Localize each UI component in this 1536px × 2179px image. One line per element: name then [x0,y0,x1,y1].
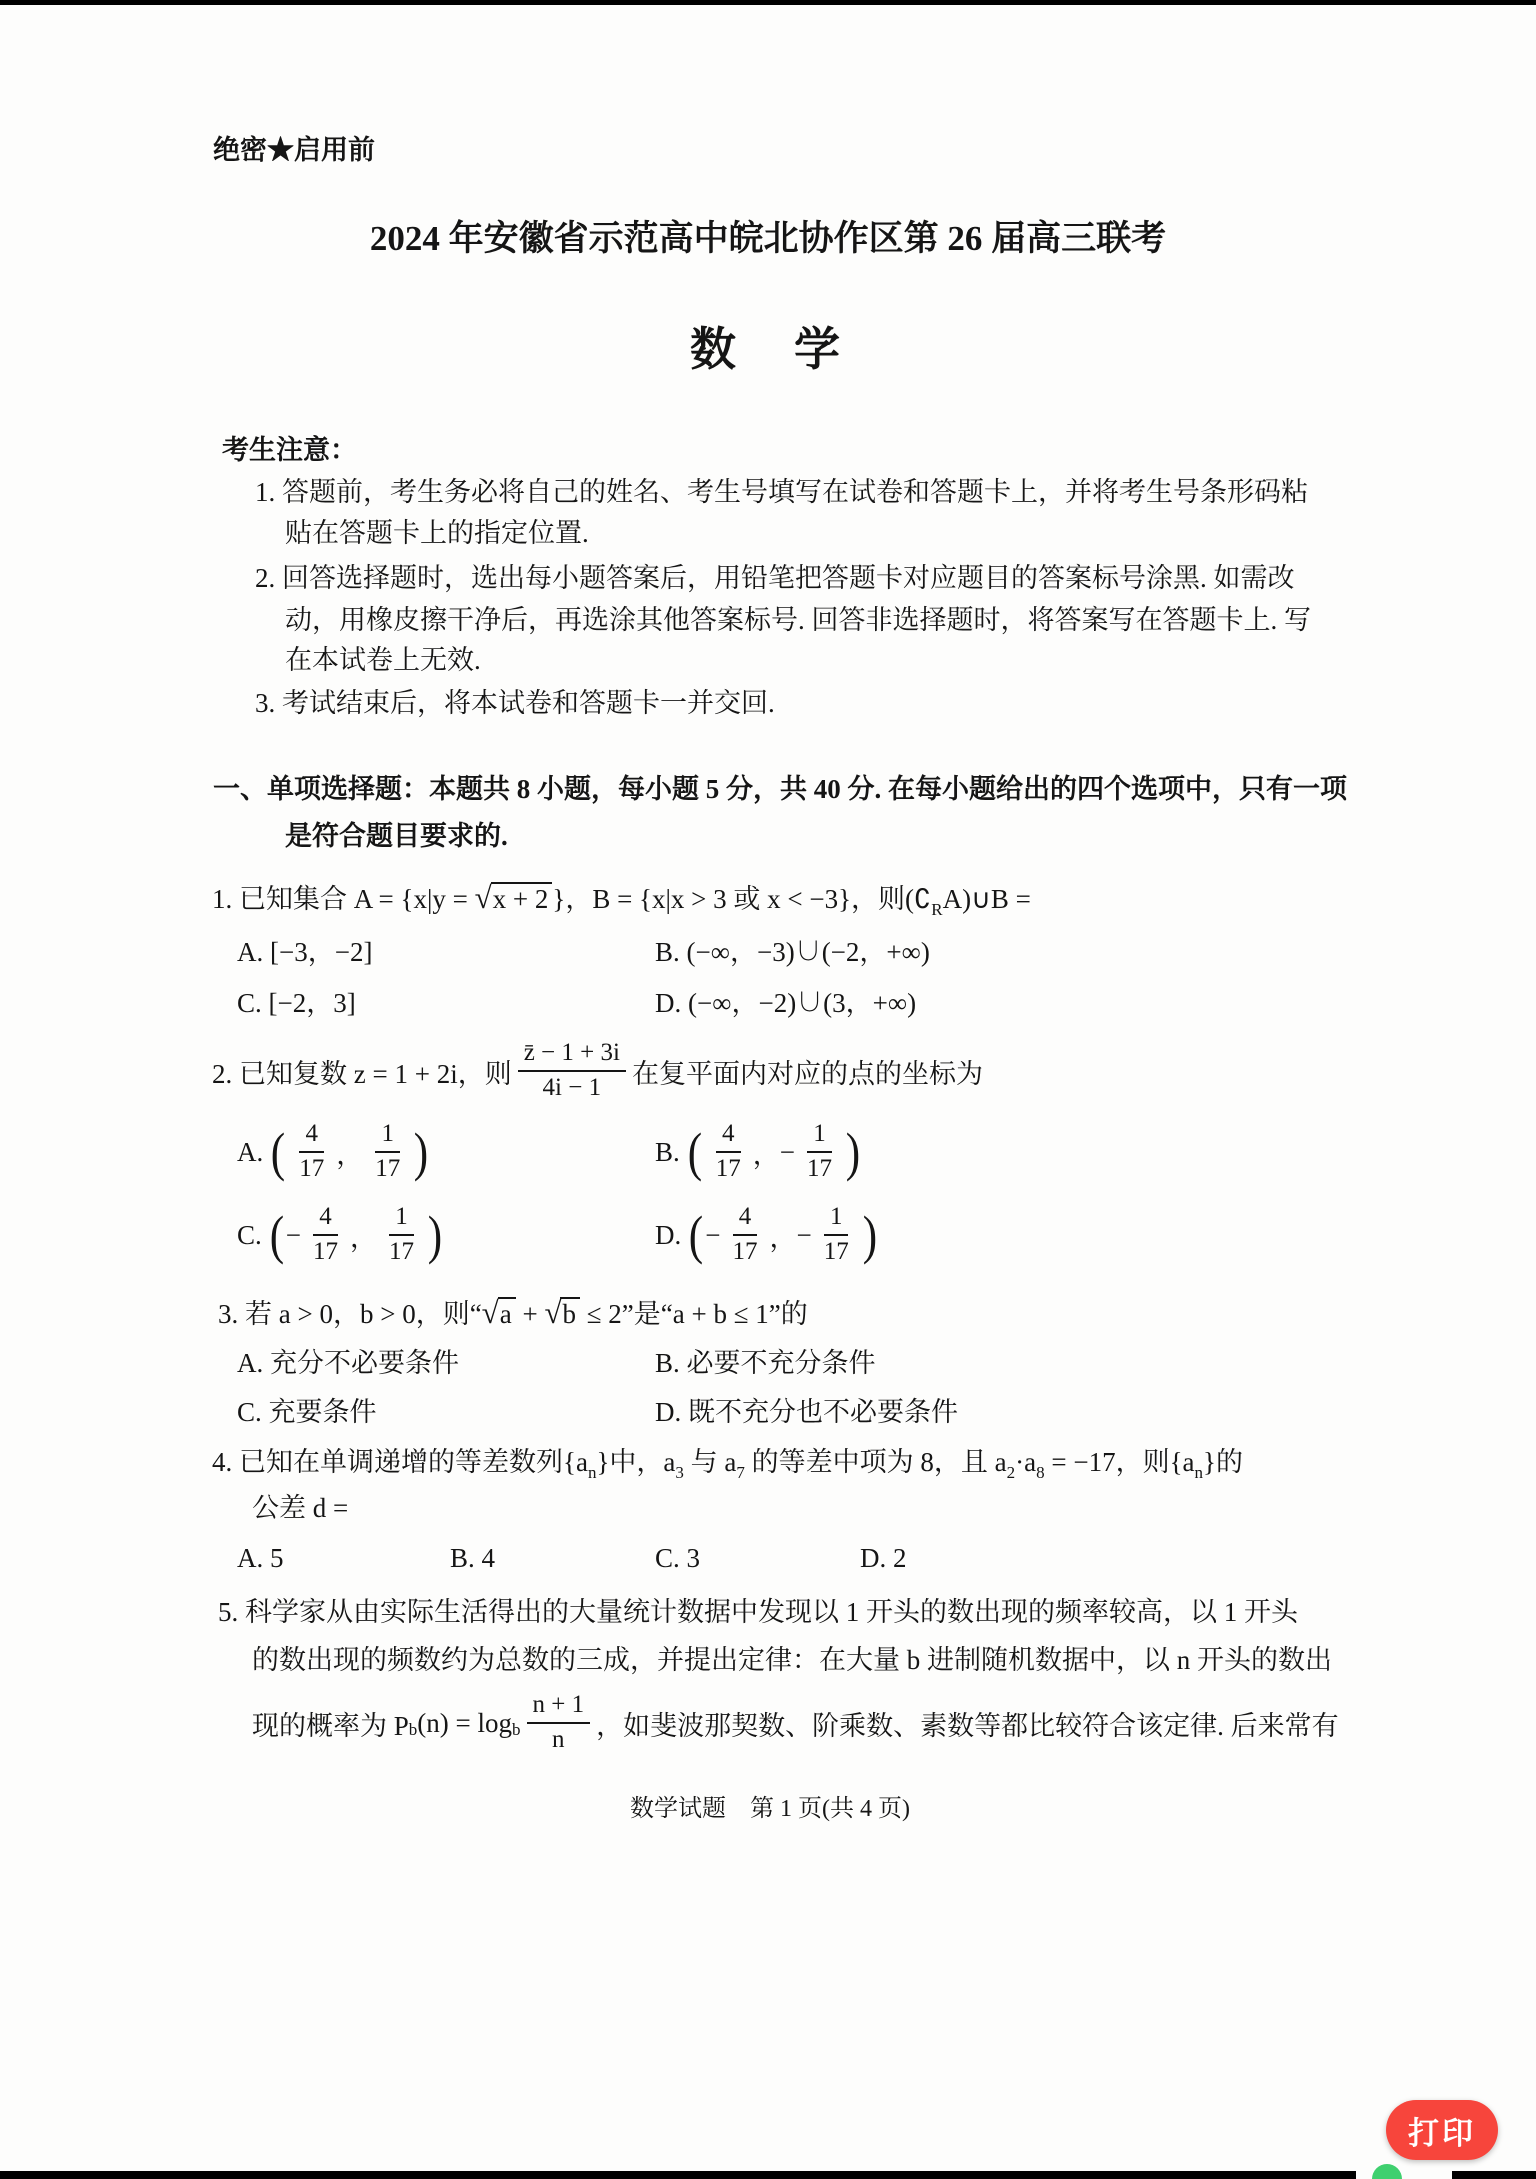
denominator: 17 [823,1238,849,1265]
page-footer: 数学试题 第 1 页(共 4 页) [630,1796,910,1822]
subscript: b [512,1720,521,1739]
bottom-edge-bar-left [0,2171,1356,2179]
right-paren: ) [414,1121,429,1182]
q3-option-d: D. 既不充分也不必要条件 [655,1397,958,1427]
q1-stem-post: A)∪B = [942,884,1031,914]
fraction [369,1120,406,1184]
subscript: 2 [1006,1463,1016,1482]
section-1-heading-line: 是符合题目要求的. [285,821,508,851]
right-paren: ) [862,1204,877,1265]
q3-stem-post: ≤ 2”是“a + b ≤ 1”的 [579,1299,808,1329]
q1-complement-subscript: R [931,900,943,919]
q4-option-a: A. 5 [237,1543,284,1573]
numerator: 4 [716,1120,741,1153]
x-sign: − [285,1219,301,1250]
option-label: D. [655,1219,682,1250]
section-1-heading-line: 一、单项选择题：本题共 8 小题，每小题 5 分，共 40 分. 在每小题给出的四个选项中，只有一项 [213,774,1347,804]
q4-part: 与 a [683,1447,737,1477]
q4-part: }的 [1203,1447,1243,1477]
top-edge-bar [0,0,1536,5]
q3-stem-pre: 3. 若 a > 0，b > 0，则“ [218,1299,482,1329]
print-button[interactable]: 打印 [1386,2100,1498,2160]
q4-option-d: D. 2 [860,1543,907,1573]
q3-option-a: A. 充分不必要条件 [237,1348,459,1378]
fraction [818,1203,855,1267]
numerator: 4 [733,1203,758,1236]
notice-line: 贴在答题卡上的指定位置. [285,518,589,548]
q4-part: 4. 已知在单调递增的等差数列{a [212,1447,588,1477]
comma: ， [752,1139,780,1170]
question-3-stem [218,1293,808,1333]
q5-l3-pre: 现的概率为 P [252,1710,409,1741]
fraction [307,1203,344,1267]
subscript: n [1194,1463,1204,1482]
question-5-line1: 5. 科学家从由实际生活得出的大量统计数据中发现以 1 开头的数出现的频率较高，以 1 开头 [218,1597,1298,1627]
question-5-line2: 的数出现的频数约为总数的三成，并提出定律：在大量 b 进制随机数据中，以 n 开头的数出 [252,1645,1332,1675]
comma: ， [336,1139,364,1170]
left-paren: ( [689,1204,704,1265]
option-label: A. [237,1136,264,1167]
fraction [518,1039,626,1103]
exam-title: 2024 年安徽省示范高中皖北协作区第 26 届高三联考 [369,219,1167,258]
subscript: 3 [675,1463,684,1482]
q2-option-c [237,1198,444,1272]
question-4-stem-line2: 公差 d = [252,1493,349,1523]
q1-option-c: C. [−2，3] [237,988,356,1018]
fraction [710,1120,747,1184]
sqrt-expression [544,1295,580,1330]
q1-option-d: D. (−∞，−2)∪(3，+∞) [655,988,917,1018]
q2-frac-denominator: 4i − 1 [542,1074,602,1101]
subscript: 8 [1036,1463,1045,1482]
left-paren: ( [269,1204,284,1265]
q5-l3-mid: (n) = log [417,1707,512,1738]
left-paren: ( [687,1121,702,1182]
numerator: 1 [807,1120,832,1153]
q2-stem-post: 在复平面内对应的点的坐标为 [631,1058,983,1089]
q5-frac-numerator: n + 1 [527,1691,591,1724]
q2-option-a [237,1115,430,1189]
notice-line: 动，用橡皮擦干净后，再选涂其他答案标号. 回答非选择题时，将答案写在答题卡上. 写 [285,605,1311,635]
green-dot-icon [1372,2164,1402,2179]
option-label: B. [655,1136,680,1167]
question-1-stem [212,878,1031,918]
sqrt-expression [474,880,553,915]
denominator: 17 [715,1155,741,1182]
q1-sqrt-arg: x + 2 [491,882,553,914]
q3-option-c: C. 充要条件 [237,1397,377,1427]
radical-icon: √ [544,1295,562,1330]
notice-line: 1. 答题前，考生务必将自己的姓名、考生号填写在试卷和答题卡上，并将考生号条形码粘 [255,477,1308,507]
q4-part: ·a [1015,1447,1037,1477]
fraction [383,1203,420,1267]
comma: ， [769,1222,797,1253]
q3-option-b: B. 必要不充分条件 [655,1348,876,1378]
q4-option-c: C. 3 [655,1543,701,1573]
subscript: 7 [736,1463,745,1482]
q2-stem-pre: 2. 已知复数 z = 1 + 2i，则 [212,1058,512,1089]
exam-subject: 数 学 [690,324,846,375]
y-sign: − [796,1219,812,1250]
sqrt-expression [481,1295,516,1330]
q3-sqrt-arg-b: b [560,1297,580,1329]
denominator: 17 [375,1155,401,1182]
q1-stem-pre: 1. 已知集合 A = {x|y = [212,884,475,914]
denominator: 17 [388,1238,414,1265]
option-label: C. [237,1219,262,1250]
question-4-stem [212,1445,1243,1480]
q2-option-b [655,1115,862,1189]
numerator: 4 [299,1120,324,1153]
q2-option-d [655,1198,879,1272]
q4-part: 的等差中项为 8，且 a [744,1447,1007,1477]
radical-icon: √ [474,880,492,915]
bottom-edge-bar-right [1452,2171,1536,2179]
fraction [801,1120,838,1184]
numerator: 1 [375,1120,400,1153]
denominator: 17 [732,1238,758,1265]
q3-sqrt-arg-a: a [498,1297,516,1329]
numerator: 1 [824,1203,849,1236]
q2-frac-numerator: z̄ − 1 + 3i [518,1039,626,1072]
notice-line: 在本试卷上无效. [285,645,481,675]
subscript: b [408,1720,418,1739]
numerator: 4 [313,1203,338,1236]
subscript: n [587,1463,597,1482]
q5-l3-post: ，如斐波那契数、阶乘数、素数等都比较符合该定律. 后来常有 [596,1710,1339,1741]
denominator: 17 [299,1155,325,1182]
q4-part: = −17，则{a [1044,1447,1195,1477]
question-5-line3 [252,1688,1339,1758]
q4-part: }中，a [596,1447,676,1477]
classification-label: 绝密★启用前 [213,135,375,165]
right-paren: ) [845,1121,861,1182]
fraction [527,1691,591,1755]
comma: ， [349,1222,377,1253]
left-paren: ( [271,1121,286,1182]
q5-frac-denominator: n [552,1726,565,1753]
q4-option-b: B. 4 [450,1543,496,1573]
fraction [726,1203,763,1267]
denominator: 17 [806,1155,832,1182]
y-sign: − [779,1136,795,1167]
notice-line: 3. 考试结束后，将本试卷和答题卡一并交回. [255,688,775,718]
fraction [293,1120,330,1184]
q1-option-b: B. (−∞，−3)∪(−2，+∞) [655,937,930,967]
notice-heading: 考生注意： [222,435,357,465]
q3-stem-mid: + [515,1299,545,1329]
right-paren: ) [427,1204,443,1265]
numerator: 1 [389,1203,414,1236]
notice-line: 2. 回答选择题时，选出每小题答案后，用铅笔把答题卡对应题目的答案标号涂黑. 如需改 [255,563,1295,593]
radical-icon: √ [481,1295,499,1330]
denominator: 17 [312,1238,338,1265]
q1-stem-mid: }，B = {x|x > 3 或 x < −3}，则(∁ [552,884,932,914]
x-sign: − [705,1219,721,1250]
q1-option-a: A. [−3，−2] [237,937,373,967]
question-2-stem [212,1034,983,1108]
